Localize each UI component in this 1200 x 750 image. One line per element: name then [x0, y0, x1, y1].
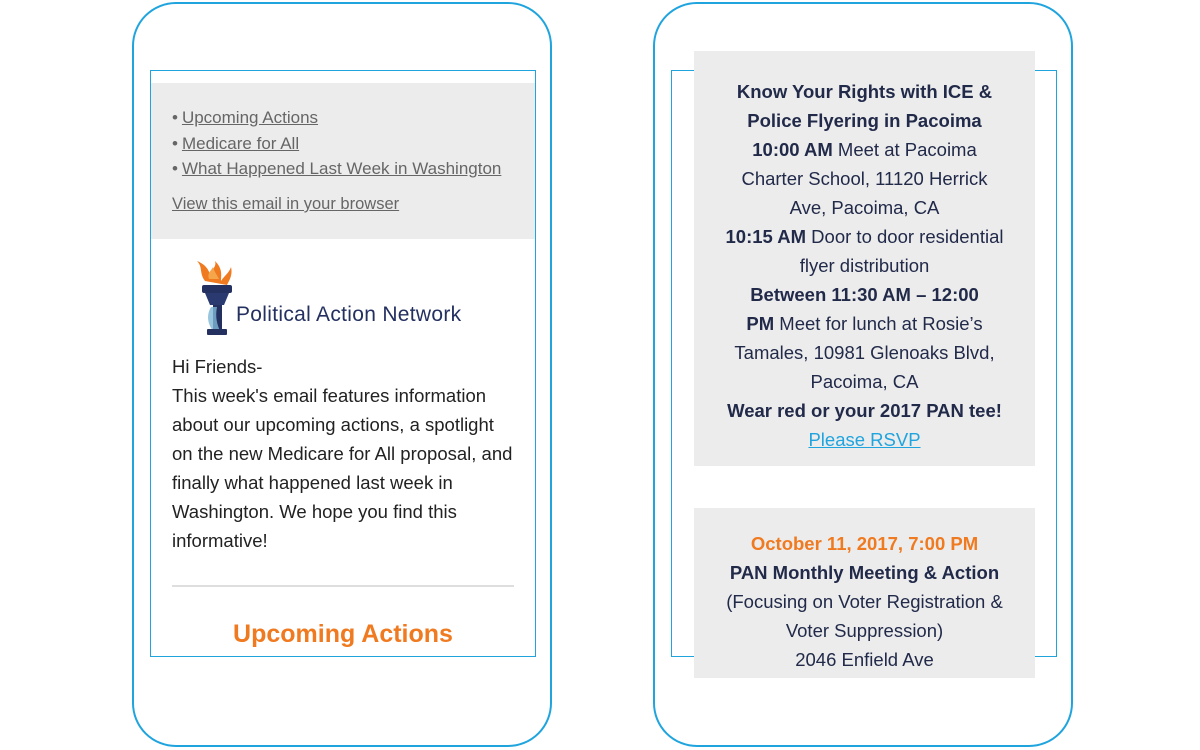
email-intro — [172, 352, 517, 555]
event-note: Wear red or your 2017 PAN tee! — [727, 400, 1002, 421]
event-description: (Focusing on Voter Registration & — [726, 591, 1003, 612]
table-of-contents — [172, 105, 501, 182]
toc-item: • Medicare for All — [172, 133, 300, 153]
torch-icon — [191, 261, 241, 341]
event-card — [694, 508, 1035, 678]
schedule-time: PM — [746, 313, 775, 334]
schedule-time: Between 11:30 AM – 12:00 — [750, 284, 979, 305]
organization-logo — [191, 261, 491, 341]
event-details — [694, 529, 1035, 674]
greeting-text: Hi Friends- — [172, 356, 263, 377]
email-preheader — [151, 83, 535, 239]
rsvp-link[interactable]: Please RSVP — [808, 429, 921, 450]
view-in-browser-link[interactable]: View this email in your browser — [172, 195, 400, 213]
intro-paragraph: This week's email features information about our upcoming actions, a spotlight on the new Medicare for All proposal, and finally what happened last week in Washington. We hope you find this informative! — [172, 385, 513, 551]
event-card — [694, 51, 1035, 466]
schedule-text: Pacoima, CA — [810, 371, 919, 392]
upcoming-actions-heading: Upcoming Actions — [233, 620, 453, 648]
toc-link-upcoming-actions[interactable]: Upcoming Actions — [181, 108, 319, 127]
section-divider — [172, 585, 514, 587]
phone-frame-right — [653, 2, 1073, 747]
toc-link-medicare-for-all[interactable]: Medicare for All — [181, 133, 300, 153]
event-title: Police Flyering in Pacoima — [747, 110, 982, 131]
phone-frame-left — [132, 2, 552, 747]
event-address: 2046 Enfield Ave — [795, 649, 934, 670]
schedule-text: Charter School, 11120 Herrick — [741, 168, 988, 189]
event-title: PAN Monthly Meeting & Action — [729, 562, 1000, 583]
schedule-time: 10:15 AM — [725, 226, 807, 247]
event-details — [694, 77, 1035, 454]
schedule-text: Tamales, 10981 Glenoaks Blvd, — [734, 342, 995, 363]
toc-item: • Upcoming Actions — [172, 108, 319, 127]
schedule-line — [694, 222, 1035, 251]
schedule-text: Ave, Pacoima, CA — [789, 197, 940, 218]
event-description: Voter Suppression) — [785, 620, 944, 641]
schedule-text: Door to door residential — [806, 226, 1004, 247]
event-title: Know Your Rights with ICE & — [736, 81, 993, 102]
schedule-line — [694, 309, 1035, 338]
toc-item: • What Happened Last Week in Washington — [172, 159, 502, 178]
event-date: October 11, 2017, 7:00 PM — [750, 533, 979, 554]
schedule-text: flyer distribution — [799, 255, 930, 276]
schedule-text: Meet at Pacoima — [832, 139, 977, 160]
logo-wordmark: Political Action Network — [236, 303, 462, 326]
email-screen-left[interactable] — [150, 70, 536, 657]
email-screen-right[interactable] — [671, 70, 1057, 670]
schedule-line — [694, 135, 1035, 164]
toc-link-last-week-washington[interactable]: What Happened Last Week in Washington — [181, 159, 502, 178]
schedule-time: 10:00 AM — [752, 139, 833, 160]
schedule-text: Meet for lunch at Rosie’s — [774, 313, 983, 334]
